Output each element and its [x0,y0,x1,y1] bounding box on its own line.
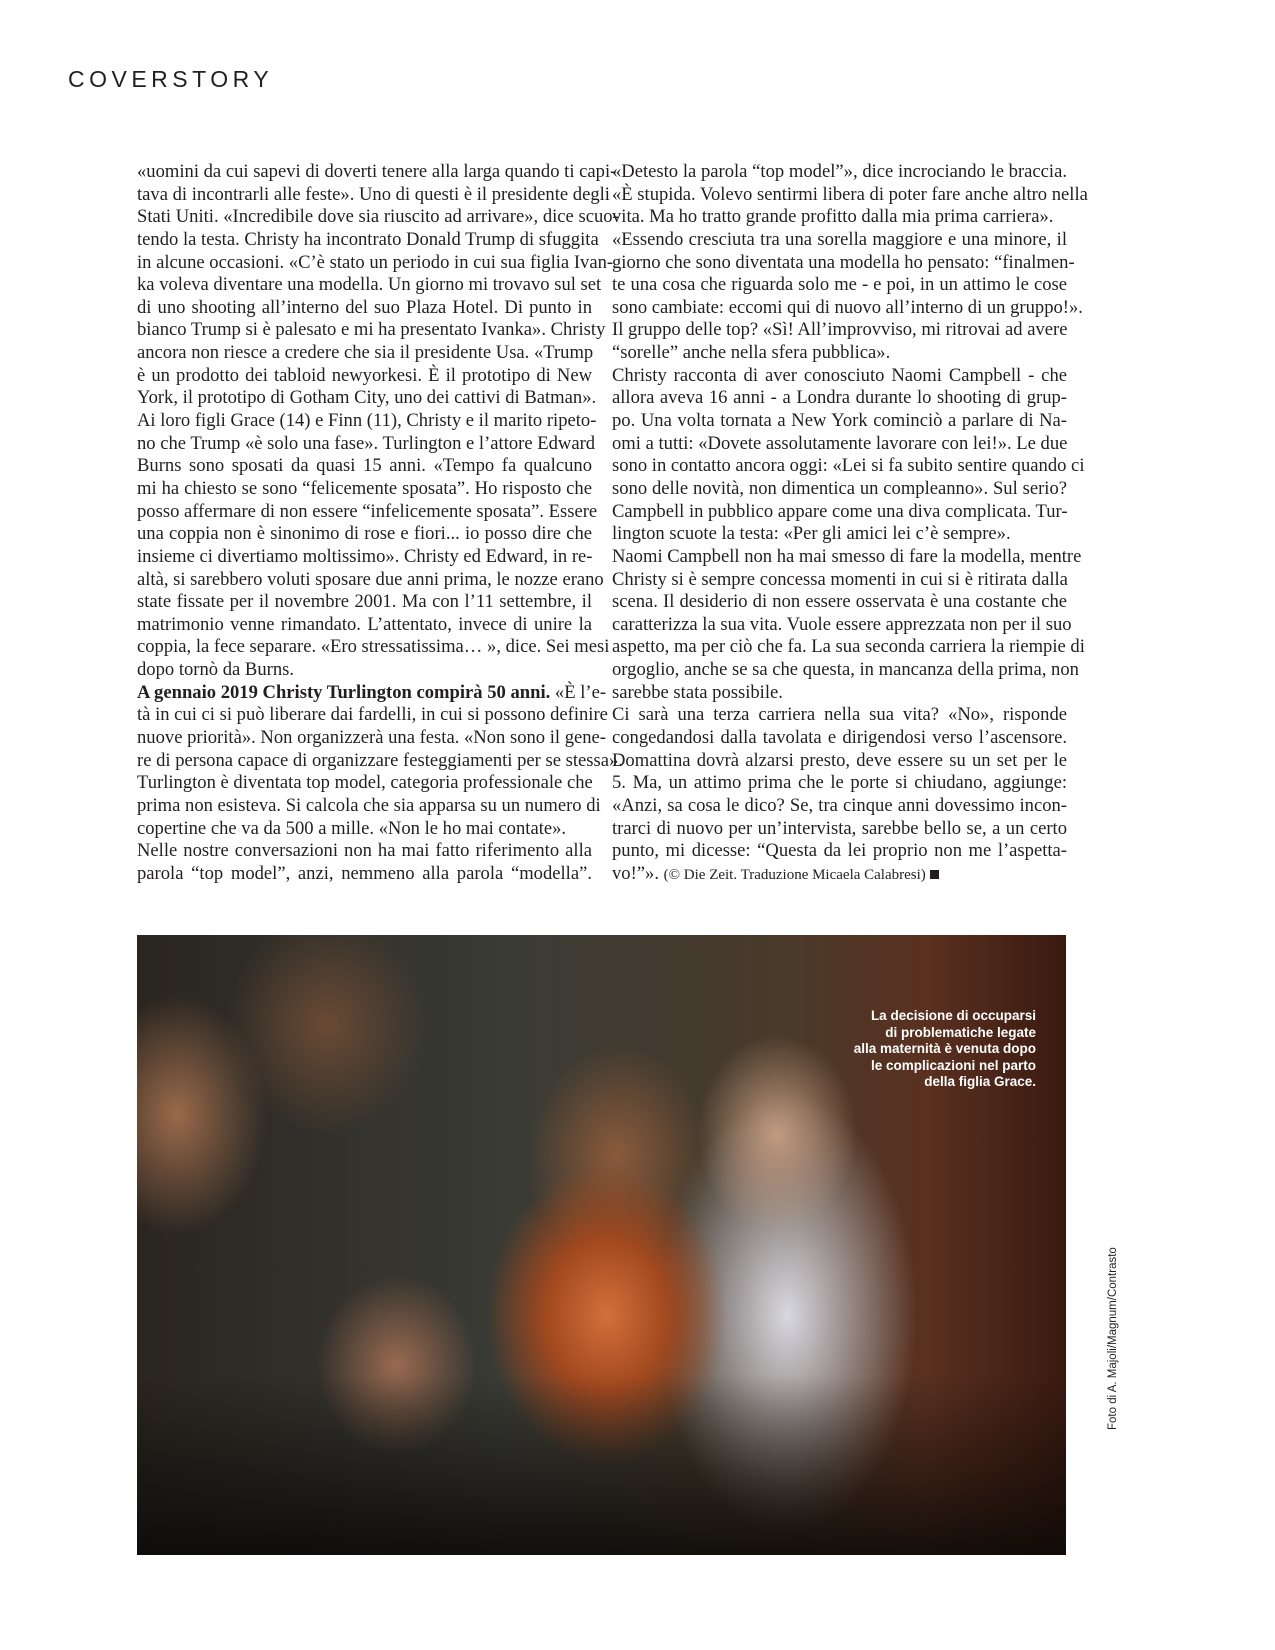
line-text: ka voleva diventare una modella. Un giorno mi trovavo sul set [137,274,602,296]
text-line [612,613,1072,637]
photo-credit: Foto di A. Majoli/Magnum/Contrasto [1107,1247,1119,1430]
text-line [137,183,610,207]
line-text: state fissate per il novembre 2001. Ma con l’11 settembre, il [137,591,592,613]
line-text: parola “top model”, anzi, nemmeno alla parola “modella”. [137,862,592,884]
caption-line: della figlia Grace. [924,1074,1036,1089]
line-text: di uno shooting all’interno del suo Plaza Hotel. Di punto in [137,296,592,318]
paragraph-lead: A gennaio 2019 Christy Turlington compirà 50 anni. [137,681,551,703]
line-text: prima non esisteva. Si calcola che sia apparsa su un numero di [137,794,601,816]
translation-credit: (© Die Zeit. Traduzione Micaela Calabresi) [663,866,926,883]
caption-line: La decisione di occuparsi [870,1008,1036,1023]
text-line [137,840,592,863]
text-line [137,455,592,478]
line-text: po. Una volta tornata a New York cominciò a parlare di Na- [612,410,1067,432]
text-line [612,365,1067,388]
line-text: è un prodotto dei tabloid newyorkesi. È il prototipo di New [137,364,592,386]
line-text: copertine che va da 500 a mille. «Non le ho mai contate». [137,817,567,839]
text-line [137,432,596,456]
text-line [612,161,1067,184]
text-line [137,681,607,705]
line-text: «Anzi, sa cosa le dico? Se, tra cinque anni dovessimo incon- [612,794,1067,816]
text-line [137,206,619,229]
line-text: giorno che sono diventata una modella ho pensato: “finalmen- [612,251,1075,273]
line-text: coppia, la fece separare. «Ero stressatissima… », dice. Sei mesi [137,636,610,658]
line-text: altà, si sarebbero voluti sposare due anni prima, le nozze erano [137,568,604,590]
text-line [612,545,1082,569]
line-text: orgoglio, anche se sa che questa, in mancanza della prima, non [612,659,1079,681]
line-text: «Detesto la parola “top model”», dice incrociando le braccia. [612,161,1067,182]
text-line [137,500,598,524]
caption-line: di problematiche legate [885,1024,1036,1040]
line-text: dopo tornò da Burns. [137,659,295,681]
line-text: congedandosi dalla tavolata e dirigendosi verso l’ascensore. [612,727,1067,749]
text-line [612,251,1075,275]
line-text: insieme ci divertiamo moltissimo». Christy ed Edward, in re- [137,545,593,567]
text-line [612,682,1067,705]
text-line [137,818,592,841]
line-text: vita. Ma ho tratto grande profitto dalla mia prima carriera». [612,206,1054,228]
line-text: re di persona capace di organizzare festeggiamenti per se stessa». [137,749,623,771]
text-line [137,636,610,659]
text-line [612,727,1067,750]
text-line [137,319,606,342]
text-line [612,455,1085,478]
text-line [612,274,1067,297]
photo-shadow [137,1375,1066,1555]
line-text: 5. Ma, un attimo prima che le porte si chiudano, aggiunge: [612,772,1067,794]
article-column-2 [612,161,1088,886]
text-line [137,659,592,682]
text-line [137,410,597,433]
text-line [612,206,1067,229]
text-line [612,319,1067,342]
line-text: «uomini da cui sapevi di doverti tenere alla larga quando ti capi- [137,161,617,182]
line-text: no che Trump «è solo una fase». Turlington e l’attore Edward [137,432,596,454]
caption-line: le complicazioni nel parto [870,1057,1036,1073]
text-line [612,569,1067,592]
line-text: sono cambiate: eccomi qui di nuovo all’interno di un gruppo!». [612,296,1083,318]
text-line [137,342,592,365]
text-line [137,161,617,184]
text-line [137,387,597,410]
line-text: sono delle novità, non dimentica un compleanno». Sul serio? [612,477,1067,499]
line-text: tà in cui ci si può liberare dai fardelli, in cui si possono definire [137,704,608,726]
line-text: Domattina dovrà alzarsi presto, deve essere su un set per le [612,749,1067,771]
line-text: Burns sono sposati da quasi 15 anni. «Tempo fa qualcuno [137,455,592,477]
photo-caption [854,1008,1036,1091]
text-line [137,297,592,320]
line-text: bianco Trump si è palesato e mi ha presentato Ivanka». Christy [137,319,606,341]
line-text: «È stupida. Volevo sentirmi libera di poter fare anche altro nella [612,183,1088,205]
line-text: matrimonio venne rimandato. L’attentato, invece di unire la [137,613,592,635]
line-text: tendo la testa. Christy ha incontrato Donald Trump di sfuggita [137,228,599,250]
line-text: Nelle nostre conversazioni non ha mai fatto riferimento alla [137,840,592,862]
line-text: trarci di nuovo per un’intervista, sarebbe bello se, a un certo [612,817,1067,839]
text-line [612,704,1067,727]
text-line [612,523,1067,546]
line-text: nuove priorità». Non organizzerà una festa. «Non sono il gene- [137,727,607,749]
line-text: posso affermare di non essere “infelicemente sposata”. Essere [137,500,598,522]
line-text: scena. Il desiderio di non essere osservata è una costante che [612,591,1067,613]
line-text: punto, mi dicesse: “Questa da lei proprio non me l’aspetta- [612,840,1067,862]
text-line [612,433,1067,456]
text-line [137,794,601,818]
caption-line: alla maternità è venuta dopo [853,1041,1036,1056]
text-line [137,591,592,614]
text-line [137,365,592,388]
line-text: Naomi Campbell non ha mai smesso di fare la modella, mentre [612,545,1082,567]
text-line [137,614,592,637]
line-text: Campbell in pubblico appare come una diva complicata. Tur- [612,500,1068,522]
line-text: «È l’e- [550,681,607,703]
article-column-1 [137,161,623,886]
text-line [137,546,592,569]
line-text: te una cosa che riguarda solo me - e poi, in un attimo le cose [612,274,1067,296]
line-text: ancora non riesce a credere che sia il presidente Usa. «Trump [137,342,594,364]
text-line [612,183,1088,207]
text-line [137,772,592,795]
text-line [612,818,1067,841]
line-text: Turlington è diventata top model, categoria professionale che [137,772,593,794]
text-line [612,478,1067,501]
line-text: Ai loro figli Grace (14) e Finn (11), Christy e il marito ripeto- [137,410,597,432]
text-line [612,840,1067,863]
text-line [137,568,604,592]
line-text: lington scuote la testa: «Per gli amici lei c’è sempre». [612,523,1011,545]
text-line [612,591,1067,614]
text-line [612,387,1067,410]
line-text: Ci sarà una terza carriera nella sua vita? «No», risponde [612,704,1067,726]
section-label: COVERSTORY [68,66,274,92]
text-line [137,274,602,297]
line-text: Stati Uniti. «Incredibile dove sia riuscito ad arrivare», dice scuo- [137,206,619,228]
line-text: vo!”». [612,862,664,884]
line-text: caratterizza la sua vita. Vuole essere apprezzata non per il suo [612,613,1072,635]
line-text: in alcune occasioni. «C’è stato un periodo in cui sua figlia Ivan- [137,251,614,273]
article-photo [137,935,1066,1555]
text-line [612,750,1067,773]
text-line [612,795,1067,818]
text-line [137,727,607,750]
text-line [137,749,623,773]
text-line [612,229,1067,252]
line-text: omi a tutti: «Dovete assolutamente lavorare con lei!». Le due [612,432,1068,454]
text-line [137,251,614,275]
text-line [137,228,599,252]
text-line [612,342,1067,365]
text-line [137,523,592,546]
line-text: “sorelle” anche nella sfera pubblica». [612,342,891,364]
text-line [137,478,592,501]
line-text: Christy si è sempre concessa momenti in cui si è ritirata dalla [612,568,1068,590]
line-text: una coppia non è sinonimo di rose e fiori... io posso dire che [137,523,592,545]
line-text: York, il prototipo di Gotham City, uno dei cattivi di Batman». [137,387,597,409]
line-text: sarebbe stata possibile. [612,681,783,703]
end-of-article-mark [930,870,939,879]
line-text: mi ha chiesto se sono “felicemente sposata”. Ho risposto che [137,477,592,499]
line-text: aspetto, ma per ciò che fa. La sua seconda carriera la riempie di [612,636,1085,658]
text-line [612,636,1085,659]
text-line [137,863,592,886]
line-text: sono in contatto ancora oggi: «Lei si fa subito sentire quando ci [612,455,1085,477]
text-line [612,772,1067,795]
text-line [137,704,608,727]
text-line [612,410,1067,433]
text-line [612,863,1067,886]
line-text: tava di incontrarli alle feste». Uno di questi è il presidente degli [137,183,610,205]
line-text: Christy racconta di aver conosciuto Naomi Campbell - che [612,364,1067,386]
text-line [612,296,1083,320]
line-text: «Essendo cresciuta tra una sorella maggiore e una minore, il [612,228,1067,250]
text-line [612,659,1079,682]
line-text: Il gruppo delle top? «Sì! All’improvviso, mi ritrovai ad avere [612,319,1068,341]
line-text: allora aveva 16 anni - a Londra durante lo shooting di grup- [612,387,1067,409]
text-line [612,501,1067,524]
